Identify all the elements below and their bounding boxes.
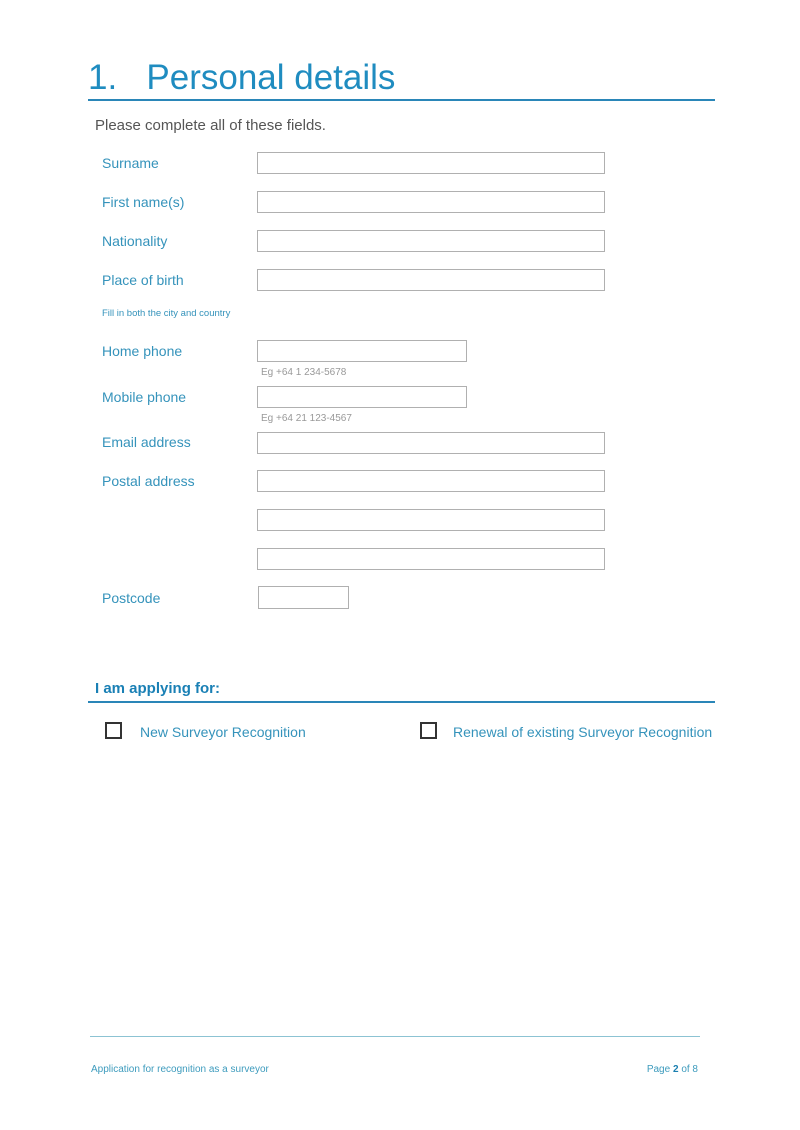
page-title <box>88 58 395 98</box>
place-of-birth-note: Fill in both the city and country <box>102 308 231 319</box>
surname-input[interactable] <box>257 152 605 174</box>
email-label: Email address <box>102 434 191 450</box>
place-of-birth-input[interactable] <box>257 269 605 291</box>
postal-address-line-1[interactable] <box>257 470 605 492</box>
home-phone-input[interactable] <box>257 340 467 362</box>
page-number <box>647 1064 698 1075</box>
postal-address-line-3[interactable] <box>257 548 605 570</box>
nationality-label: Nationality <box>102 233 168 249</box>
postal-address-label: Postal address <box>102 473 195 489</box>
surname-label: Surname <box>102 155 159 171</box>
home-phone-hint: Eg +64 1 234-5678 <box>261 367 347 378</box>
renewal-recognition-label: Renewal of existing Surveyor Recognition <box>453 724 713 740</box>
new-recognition-label: New Surveyor Recognition <box>140 724 306 740</box>
page-total: of 8 <box>681 1064 698 1075</box>
intro-text: Please complete all of these fields. <box>95 117 326 134</box>
section-number: 1. <box>88 58 118 97</box>
applying-divider <box>88 701 715 703</box>
first-names-label: First name(s) <box>102 194 185 210</box>
footer-document-title: Application for recognition as a surveyor <box>91 1064 269 1075</box>
footer-divider <box>90 1036 700 1037</box>
email-input[interactable] <box>257 432 605 454</box>
postcode-input[interactable] <box>258 586 349 609</box>
mobile-phone-hint: Eg +64 21 123-4567 <box>261 413 352 424</box>
page-prefix: Page <box>646 1064 671 1075</box>
new-recognition-checkbox[interactable] <box>105 722 122 739</box>
title-divider <box>88 99 715 101</box>
mobile-phone-input[interactable] <box>257 386 467 408</box>
section-title: Personal details <box>146 58 396 97</box>
current-page: 2 <box>672 1064 679 1075</box>
home-phone-label: Home phone <box>102 343 183 359</box>
first-names-input[interactable] <box>257 191 605 213</box>
applying-heading: I am applying for: <box>95 680 221 697</box>
postcode-label: Postcode <box>102 590 161 606</box>
nationality-input[interactable] <box>257 230 605 252</box>
place-of-birth-label: Place of birth <box>102 272 184 288</box>
renewal-recognition-checkbox[interactable] <box>420 722 437 739</box>
postal-address-line-2[interactable] <box>257 509 605 531</box>
mobile-phone-label: Mobile phone <box>102 389 187 405</box>
